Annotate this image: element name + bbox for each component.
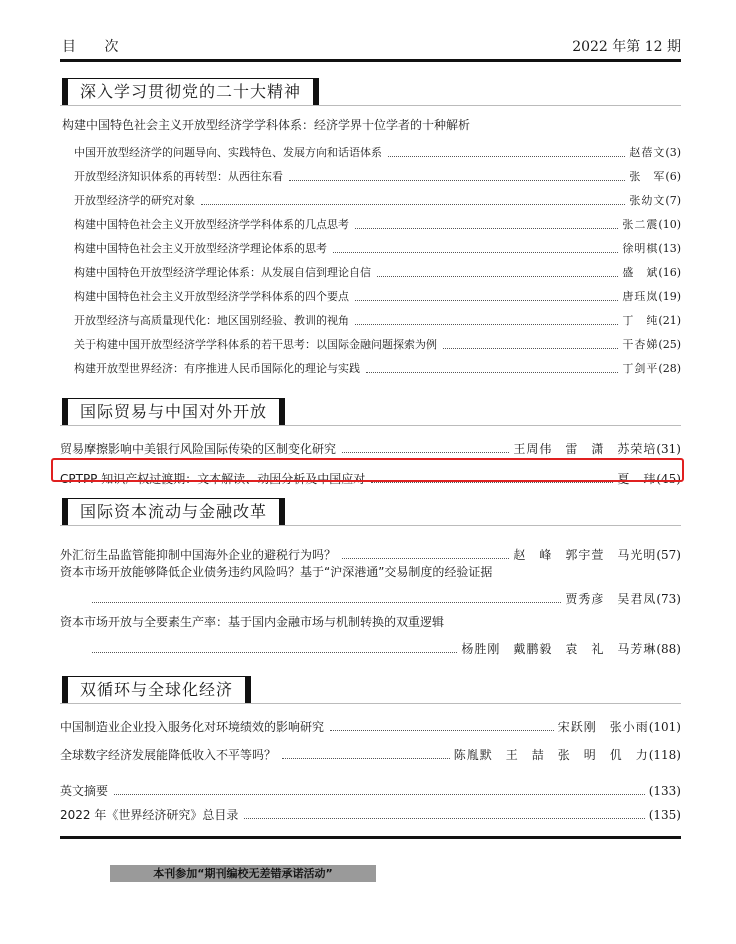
toc-entry-wrapped[interactable] bbox=[60, 562, 681, 606]
leader-dots bbox=[366, 371, 618, 373]
entry-title: 中国制造业企业投入服务化对环境绩效的影响研究 bbox=[60, 720, 325, 734]
entry-author: 贾秀彦 吴君凤 bbox=[565, 592, 657, 606]
toc-entry[interactable] bbox=[60, 352, 681, 376]
toc-entry[interactable] bbox=[60, 798, 681, 822]
entry-page: (25) bbox=[658, 338, 681, 351]
entry-title: 2022 年《世界经济研究》总目录 bbox=[60, 808, 239, 822]
entry-title: 构建中国特色社会主义开放型经济学学科体系的几点思考 bbox=[74, 218, 349, 231]
section-underline bbox=[60, 703, 681, 704]
section-heading bbox=[60, 676, 681, 704]
toc-entry[interactable] bbox=[60, 432, 681, 456]
entry-author: 夏 玮 bbox=[617, 472, 657, 486]
entry-author: 张幼文 bbox=[629, 194, 666, 207]
entry-author: 张 军 bbox=[629, 170, 666, 183]
section-capital bbox=[60, 498, 681, 656]
toc-entry[interactable] bbox=[60, 256, 681, 280]
leader-dots bbox=[330, 729, 554, 731]
section-heading bbox=[60, 78, 681, 106]
toc-entry-wrapped[interactable] bbox=[60, 612, 681, 656]
entry-page: (31) bbox=[656, 442, 681, 456]
leader-dots bbox=[342, 557, 509, 559]
entry-page: (28) bbox=[658, 362, 681, 375]
page-header bbox=[62, 36, 681, 56]
toc-entry[interactable] bbox=[60, 280, 681, 304]
entry-title: 开放型经济知识体系的再转型：从西往东看 bbox=[74, 170, 283, 183]
entry-page: (57) bbox=[656, 548, 681, 562]
header-toc-label: 目 次 bbox=[62, 39, 131, 55]
entry-author: 张二震 bbox=[622, 218, 659, 231]
entry-author: 杨胜刚 戴鹏毅 袁 礼 马芳琳 bbox=[461, 642, 657, 656]
header-issue: 2022 年第 12 期 bbox=[572, 39, 681, 55]
section-title: 深入学习贯彻党的二十大精神 bbox=[62, 78, 319, 106]
toc-entry[interactable] bbox=[60, 208, 681, 232]
toc-entry[interactable] bbox=[60, 184, 681, 208]
entry-page: (73) bbox=[656, 592, 681, 606]
leader-dots bbox=[92, 651, 457, 653]
toc-entry[interactable] bbox=[60, 232, 681, 256]
entry-page: (118) bbox=[648, 748, 681, 762]
entry-page: (88) bbox=[656, 642, 681, 656]
entry-author: 丁剑平 bbox=[622, 362, 659, 375]
leader-dots bbox=[355, 323, 618, 325]
leader-dots bbox=[388, 155, 625, 157]
entry-page: (3) bbox=[665, 146, 681, 159]
notice-banner: 本刊参加“期刊编校无差错承诺活动” bbox=[110, 865, 376, 882]
back-matter bbox=[60, 774, 681, 822]
section-underline bbox=[60, 525, 681, 526]
leader-dots bbox=[244, 817, 644, 819]
entry-page: (101) bbox=[648, 720, 681, 734]
entry-title: CPTPP 知识产权过渡期：文本解读、动因分析及中国应对 bbox=[60, 472, 366, 486]
entry-title: 构建中国特色社会主义开放型经济学学科体系的四个要点 bbox=[74, 290, 349, 303]
toc-entry-highlighted[interactable] bbox=[60, 456, 681, 486]
entry-title: 构建中国特色开放型经济学理论体系：从发展自信到理论自信 bbox=[74, 266, 371, 279]
leader-dots bbox=[377, 275, 618, 277]
entry-page: (6) bbox=[665, 170, 681, 183]
entry-author: 徐明棋 bbox=[622, 242, 659, 255]
entry-author: 干杏娣 bbox=[622, 338, 659, 351]
entry-title: 资本市场开放与全要素生产率：基于国内金融市场与机制转换的双重逻辑 bbox=[60, 615, 445, 629]
section-underline bbox=[60, 105, 681, 106]
entry-author: 唐珏岚 bbox=[622, 290, 659, 303]
section-party-congress bbox=[60, 78, 681, 376]
section-title: 国际贸易与中国对外开放 bbox=[62, 398, 285, 426]
entry-title: 贸易摩擦影响中美银行风险国际传染的区制变化研究 bbox=[60, 442, 337, 456]
group-title: 构建中国特色社会主义开放型经济学学科体系：经济学界十位学者的十种解析 bbox=[62, 118, 471, 132]
toc-entry[interactable] bbox=[60, 532, 681, 562]
entry-author: 赵蓓文 bbox=[629, 146, 666, 159]
entry-page: (16) bbox=[658, 266, 681, 279]
leader-dots bbox=[371, 481, 613, 483]
entry-author: 赵 峰 郭宇萱 马光明 bbox=[513, 548, 657, 562]
section-title: 双循环与全球化经济 bbox=[62, 676, 251, 704]
entry-title: 中国开放型经济学的问题导向、实践特色、发展方向和话语体系 bbox=[74, 146, 382, 159]
entry-title: 构建中国特色社会主义开放型经济学理论体系的思考 bbox=[74, 242, 327, 255]
entry-title: 关于构建中国开放型经济学学科体系的若干思考：以国际金融问题探索为例 bbox=[74, 338, 437, 351]
entry-title: 资本市场开放能够降低企业债务违约风险吗？基于“沪深港通”交易制度的经验证据 bbox=[60, 565, 493, 579]
toc-entry[interactable] bbox=[60, 774, 681, 798]
leader-dots bbox=[355, 299, 618, 301]
leader-dots bbox=[114, 793, 645, 795]
leader-dots bbox=[355, 227, 618, 229]
entry-title: 开放型经济与高质量现代化：地区国别经验、教训的视角 bbox=[74, 314, 349, 327]
leader-dots bbox=[282, 757, 450, 759]
entry-page: (21) bbox=[658, 314, 681, 327]
entry-author: 王周伟 雷 潇 苏荣培 bbox=[513, 442, 657, 456]
entry-author: 宋跃刚 张小雨 bbox=[557, 720, 649, 734]
header-rule bbox=[60, 59, 681, 62]
entry-author: 陈胤默 王 喆 张 明 仉 力 bbox=[453, 748, 649, 762]
toc-entry[interactable] bbox=[60, 734, 681, 762]
entry-author: 丁 纯 bbox=[622, 314, 659, 327]
section-heading bbox=[60, 498, 681, 526]
section-underline bbox=[60, 425, 681, 426]
entry-page: (135) bbox=[648, 808, 681, 822]
section-dual-circulation bbox=[60, 676, 681, 762]
toc-entry[interactable] bbox=[60, 304, 681, 328]
toc-entry[interactable] bbox=[60, 136, 681, 160]
toc-entry[interactable] bbox=[60, 160, 681, 184]
entry-title: 全球数字经济发展能降低收入不平等吗？ bbox=[60, 748, 277, 762]
entry-continuation bbox=[60, 634, 681, 656]
section-title: 国际资本流动与金融改革 bbox=[62, 498, 285, 526]
footer-rule bbox=[60, 836, 681, 839]
section-heading bbox=[60, 398, 681, 426]
section-trade bbox=[60, 398, 681, 486]
leader-dots bbox=[289, 179, 625, 181]
entry-page: (10) bbox=[658, 218, 681, 231]
leader-dots bbox=[201, 203, 625, 205]
entry-page: (19) bbox=[658, 290, 681, 303]
leader-dots bbox=[92, 601, 561, 603]
entry-author: 盛 斌 bbox=[622, 266, 659, 279]
entry-title: 英文摘要 bbox=[60, 784, 109, 798]
toc-entry[interactable] bbox=[60, 328, 681, 352]
entry-page: (13) bbox=[658, 242, 681, 255]
entry-page: (7) bbox=[665, 194, 681, 207]
entry-continuation bbox=[60, 584, 681, 606]
entry-title: 开放型经济学的研究对象 bbox=[74, 194, 195, 207]
entry-title: 构建开放型世界经济：有序推进人民币国际化的理论与实践 bbox=[74, 362, 360, 375]
leader-dots bbox=[333, 251, 618, 253]
entry-title: 外汇衍生品监管能抑制中国海外企业的避税行为吗？ bbox=[60, 548, 337, 562]
toc-entry[interactable] bbox=[60, 710, 681, 734]
leader-dots bbox=[342, 451, 509, 453]
entry-page: (133) bbox=[648, 784, 681, 798]
leader-dots bbox=[443, 347, 618, 349]
entry-page: (45) bbox=[656, 472, 681, 486]
